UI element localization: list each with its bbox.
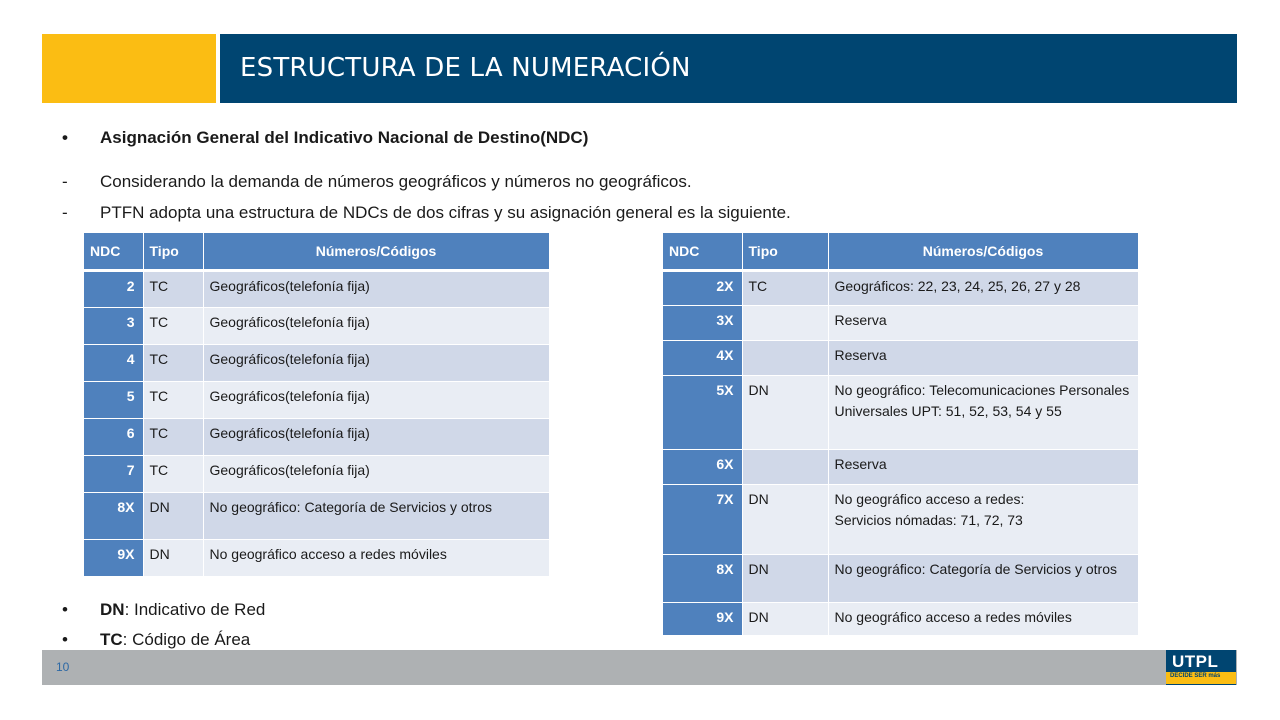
intro-line-2 xyxy=(62,203,791,223)
tipo-cell: DN xyxy=(742,555,828,603)
ndc-cell: 3 xyxy=(84,308,143,345)
ndc-cell: 2X xyxy=(663,271,742,306)
logo-wordmark: UTPL xyxy=(1172,652,1219,671)
numeros-cell: Geográficos(telefonía fija) xyxy=(203,271,549,308)
column-header-tipo: Tipo xyxy=(143,233,203,271)
table-row xyxy=(84,271,549,308)
numeros-cell: Reserva xyxy=(828,450,1138,485)
numeros-cell-line: Universales UPT: 51, 52, 53, 54 y 55 xyxy=(834,403,1062,419)
numeros-cell-line: No geográfico acceso a redes: xyxy=(834,491,1025,507)
dash-marker: - xyxy=(62,203,68,222)
numeros-cell: Geográficos(telefonía fija) xyxy=(203,382,549,419)
bullet-marker: • xyxy=(62,600,68,619)
tipo-cell: DN xyxy=(742,485,828,555)
table-row xyxy=(84,345,549,382)
tipo-cell: TC xyxy=(143,308,203,345)
tipo-cell: TC xyxy=(742,271,828,306)
table-row xyxy=(84,308,549,345)
table-row xyxy=(663,450,1138,485)
ndc-cell: 7 xyxy=(84,456,143,493)
numeros-cell: Geográficos(telefonía fija) xyxy=(203,419,549,456)
numeros-cell xyxy=(828,376,1138,450)
tipo-cell: TC xyxy=(143,419,203,456)
numeros-cell: Reserva xyxy=(828,341,1138,376)
dash-marker: - xyxy=(62,172,68,191)
page-number: 10 xyxy=(56,660,70,674)
ndc-table-right xyxy=(663,233,1139,636)
tipo-cell xyxy=(742,341,828,376)
table-row xyxy=(84,540,549,577)
numeros-cell: Geográficos: 22, 23, 24, 25, 26, 27 y 28 xyxy=(828,271,1138,306)
tipo-cell: DN xyxy=(742,603,828,636)
utpl-logo xyxy=(1166,650,1236,685)
tipo-cell: TC xyxy=(143,456,203,493)
numeros-cell xyxy=(828,485,1138,555)
bullet-marker: • xyxy=(62,128,68,147)
tipo-cell: DN xyxy=(742,376,828,450)
bullet-marker: • xyxy=(62,630,68,649)
numeros-cell: No geográfico: Categoría de Servicios y otros xyxy=(203,493,549,540)
ndc-cell: 5X xyxy=(663,376,742,450)
table-header-row xyxy=(84,233,549,271)
table-header-row xyxy=(663,233,1138,271)
legend-item-dn xyxy=(62,600,265,620)
tipo-cell xyxy=(742,450,828,485)
tipo-cell: TC xyxy=(143,271,203,308)
table-row xyxy=(663,603,1138,636)
intro-heading: Asignación General del Indicativo Nacional de Destino(NDC) xyxy=(100,128,589,147)
legend-term: TC xyxy=(100,630,123,649)
slide-title: ESTRUCTURA DE LA NUMERACIÓN xyxy=(240,53,691,83)
table-row xyxy=(663,306,1138,341)
legend-term: DN xyxy=(100,600,125,619)
title-bar xyxy=(42,34,1237,103)
legend-definition: : Código de Área xyxy=(122,630,251,649)
column-header-numeros: Números/Códigos xyxy=(203,233,549,271)
table-row xyxy=(84,456,549,493)
ndc-cell: 9X xyxy=(663,603,742,636)
ndc-cell: 7X xyxy=(663,485,742,555)
numeros-cell: No geográfico: Categoría de Servicios y otros xyxy=(828,555,1138,603)
ndc-cell: 3X xyxy=(663,306,742,341)
ndc-cell: 4 xyxy=(84,345,143,382)
column-header-ndc: NDC xyxy=(84,233,143,271)
table-row xyxy=(663,341,1138,376)
intro-heading-line xyxy=(62,128,588,148)
table-row xyxy=(84,493,549,540)
title-banner xyxy=(220,34,1237,103)
column-header-ndc: NDC xyxy=(663,233,742,271)
table-row xyxy=(663,271,1138,306)
numeros-cell: No geográfico acceso a redes móviles xyxy=(203,540,549,577)
numeros-cell-line: Servicios nómadas: 71, 72, 73 xyxy=(834,512,1023,528)
table-row xyxy=(663,376,1138,450)
ndc-cell: 5 xyxy=(84,382,143,419)
ndc-cell: 2 xyxy=(84,271,143,308)
intro-line-1-text: Considerando la demanda de números geográficos y números no geográficos. xyxy=(100,172,692,191)
column-header-tipo: Tipo xyxy=(742,233,828,271)
table-row xyxy=(84,419,549,456)
footer-bar xyxy=(42,650,1237,685)
table-row xyxy=(663,485,1138,555)
ndc-cell: 9X xyxy=(84,540,143,577)
intro-line-1 xyxy=(62,172,692,192)
numeros-cell: No geográfico acceso a redes móviles xyxy=(828,603,1138,636)
tipo-cell: DN xyxy=(143,540,203,577)
legend-definition: : Indicativo de Red xyxy=(124,600,266,619)
ndc-cell: 8X xyxy=(663,555,742,603)
column-header-numeros: Números/Códigos xyxy=(828,233,1138,271)
table-row xyxy=(84,382,549,419)
numeros-cell: Reserva xyxy=(828,306,1138,341)
legend-item-tc xyxy=(62,630,250,650)
numeros-cell: Geográficos(telefonía fija) xyxy=(203,345,549,382)
table-row xyxy=(663,555,1138,603)
tipo-cell: TC xyxy=(143,382,203,419)
numeros-cell: Geográficos(telefonía fija) xyxy=(203,456,549,493)
tipo-cell: TC xyxy=(143,345,203,382)
logo-tagline: DECIDE SER más xyxy=(1170,673,1221,679)
numeros-cell: Geográficos(telefonía fija) xyxy=(203,308,549,345)
tipo-cell: DN xyxy=(143,493,203,540)
ndc-cell: 6X xyxy=(663,450,742,485)
logo-tagline-strip xyxy=(1166,672,1236,684)
tipo-cell xyxy=(742,306,828,341)
ndc-cell: 6 xyxy=(84,419,143,456)
ndc-table-left xyxy=(84,233,550,577)
numeros-cell-line: No geográfico: Telecomunicaciones Personales xyxy=(834,382,1130,398)
ndc-cell: 4X xyxy=(663,341,742,376)
intro-line-2-text: PTFN adopta una estructura de NDCs de dos cifras y su asignación general es la siguiente. xyxy=(100,203,791,222)
ndc-cell: 8X xyxy=(84,493,143,540)
title-accent-block xyxy=(42,34,216,103)
